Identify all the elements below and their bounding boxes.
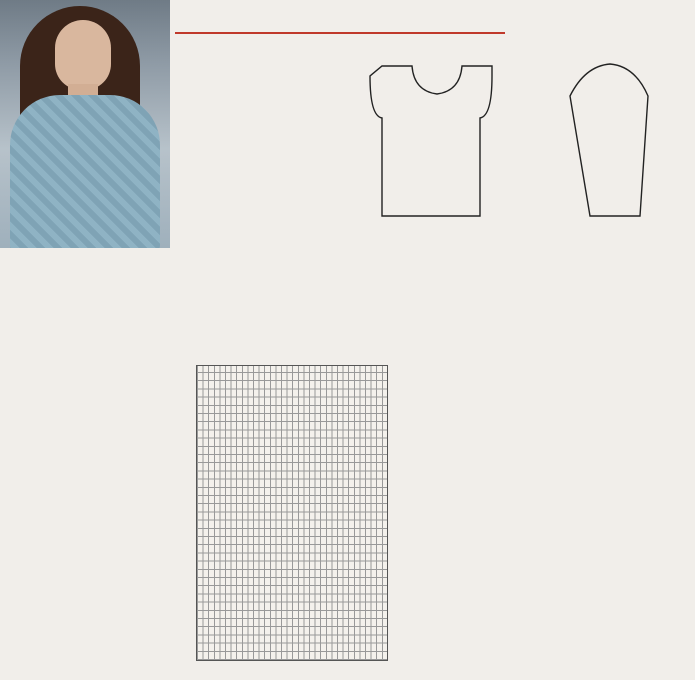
sleeve-cap-column — [352, 240, 517, 263]
body-schematic — [352, 36, 522, 236]
left-column — [7, 252, 177, 345]
row-numbers-left — [182, 365, 196, 659]
assembly-column — [520, 240, 690, 263]
title-rule — [175, 32, 505, 34]
model-photo — [0, 0, 170, 248]
sleeve-schematic — [530, 36, 692, 236]
middle-column — [182, 46, 344, 81]
row-numbers-right — [390, 365, 404, 659]
knitting-chart — [196, 365, 388, 661]
